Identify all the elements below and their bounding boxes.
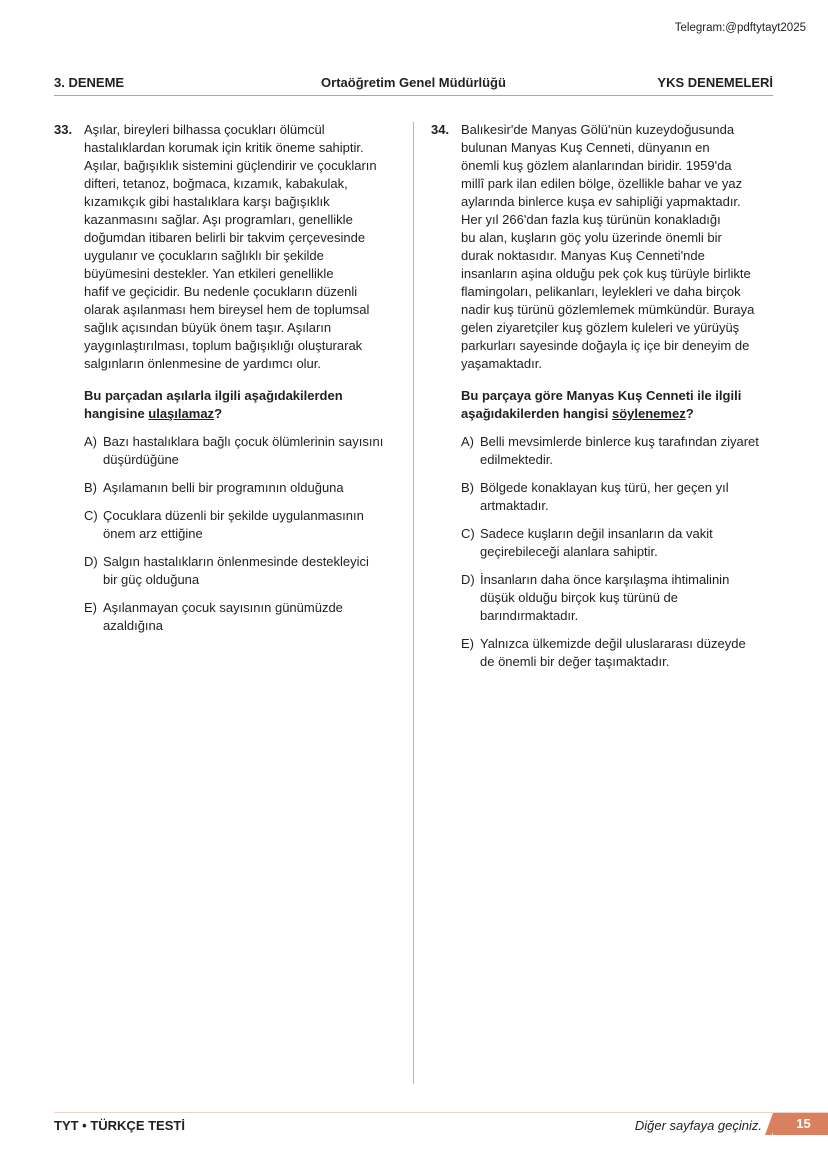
option-text: artmaktadır.: [480, 498, 549, 513]
option-b[interactable]: [84, 479, 404, 497]
option-text: Bölgede konaklayan kuş türü, her geçen yıl: [480, 480, 729, 495]
option-a[interactable]: [84, 433, 404, 469]
page-header: [54, 75, 773, 96]
passage-line: olarak aşılanması hem bireysel hem de toplumsal: [84, 302, 370, 317]
passage-line: Aşılar, bağışıklık sistemini güçlendirir ve çocukların: [84, 158, 377, 173]
stem-text: hangisine: [84, 406, 149, 421]
option-d[interactable]: [461, 571, 781, 625]
option-text: Aşılanmayan çocuk sayısının günümüzde: [103, 600, 343, 615]
passage-line: bulunan Manyas Kuş Cenneti, dünyanın en: [461, 140, 710, 155]
passage-line: kazanmasını sağlar. Aşı programları, genellikle: [84, 212, 353, 227]
question-body: [461, 121, 781, 671]
page-number: 15: [773, 1113, 828, 1135]
exam-number: 3. DENEME: [54, 75, 125, 90]
option-c[interactable]: [461, 525, 781, 561]
passage-line: yaygınlaştırılması, toplum bağışıklığı oluşturarak: [84, 338, 363, 353]
question-number: 33.: [54, 122, 73, 137]
passage: [461, 121, 781, 373]
option-d[interactable]: [84, 553, 404, 589]
answer-options: [461, 433, 781, 671]
test-name: TYT • TÜRKÇE TESTİ: [54, 1118, 185, 1133]
option-letter: E): [461, 636, 474, 651]
passage-line: büyümesini destekler. Yan etkileri genellikle: [84, 266, 334, 281]
question-body: [84, 121, 404, 635]
option-letter: A): [461, 434, 474, 449]
stem-line: [84, 405, 404, 423]
stem-line: Bu parçadan aşılarla ilgili aşağıdakilerden: [84, 388, 343, 403]
option-text: Bazı hastalıklara bağlı çocuk ölümlerinin sayısını: [103, 434, 384, 449]
option-text: Sadece kuşların değil insanların da vakit: [480, 526, 713, 541]
option-letter: B): [84, 480, 97, 495]
passage-line: Balıkesir'de Manyas Gölü'nün kuzeydoğusunda: [461, 122, 735, 137]
passage-line: flamingoları, pelikanları, leylekleri ve daha birçok: [461, 284, 741, 299]
option-letter: B): [461, 480, 474, 495]
question-number: 34.: [431, 122, 450, 137]
option-e[interactable]: [461, 635, 781, 671]
option-text: Aşılamanın belli bir programının olduğuna: [103, 480, 344, 495]
question-stem: [84, 387, 404, 423]
page-footer: [54, 1112, 828, 1143]
passage-line: kızamıkçık gibi hastalıklara karşı bağışıklık: [84, 194, 330, 209]
option-text: önem arz ettiğine: [103, 526, 203, 541]
option-letter: A): [84, 434, 97, 449]
option-text: Çocuklara düzenli bir şekilde uygulanmasının: [103, 508, 364, 523]
passage-line: Aşılar, bireyleri bilhassa çocukları ölümcül: [84, 122, 325, 137]
passage-line: önemli kuş gözlem alanlarından biridir. 1959'da: [461, 158, 732, 173]
series-name: YKS DENEMELERİ: [657, 75, 773, 90]
passage-line: salgınların önlenmesine de yardımcı olur.: [84, 356, 322, 371]
stem-line: [461, 405, 781, 423]
option-letter: E): [84, 600, 97, 615]
option-c[interactable]: [84, 507, 404, 543]
stem-mark: ?: [685, 406, 694, 421]
passage-line: doğumdan itibaren belirli bir takvim çerçevesinde: [84, 230, 366, 245]
option-text: Salgın hastalıkların önlenmesinde destekleyici: [103, 554, 369, 569]
option-text: Yalnızca ülkemizde değil uluslararası düzeyde: [480, 636, 746, 651]
next-page-note: Diğer sayfaya geçiniz.: [634, 1118, 762, 1133]
passage-line: difteri, tetanoz, boğmaca, kızamık, kabakulak,: [84, 176, 348, 191]
option-b[interactable]: [461, 479, 781, 515]
option-text: düşürdüğüne: [103, 452, 179, 467]
institution-name: Ortaöğretim Genel Müdürlüğü: [321, 75, 506, 90]
passage-line: parkurları sayesinde doğayla iç içe bir deneyim de: [461, 338, 750, 353]
passage-line: sağlık açısından büyük önem taşır. Aşıların: [84, 320, 332, 335]
question-34: [431, 121, 781, 681]
passage: [84, 121, 404, 373]
answer-options: [84, 433, 404, 635]
option-text: de önemli bir değer taşımaktadır.: [480, 654, 670, 669]
passage-line: bu alan, kuşların göç yolu üzerinde önemli bir: [461, 230, 722, 245]
option-letter: D): [84, 554, 98, 569]
passage-line: millî park ilan edilen bölge, özellikle bahar ve yaz: [461, 176, 743, 191]
passage-line: aylarında binlerce kuşa ev sahipliği yapmaktadır.: [461, 194, 741, 209]
telegram-watermark: Telegram:@pdftytayt2025: [674, 22, 806, 34]
passage-line: uygulanır ve çocukların sağlıklı bir şekilde: [84, 248, 324, 263]
option-text: Belli mevsimlerde binlerce kuş tarafından ziyaret: [480, 434, 759, 449]
passage-line: nadir kuş türünü gözlemlemek mümkündür. Buraya: [461, 302, 755, 317]
option-text: İnsanların daha önce karşılaşma ihtimalinin: [480, 572, 730, 587]
stem-text: aşağıdakilerden hangisi: [461, 406, 612, 421]
option-letter: C): [84, 508, 98, 523]
option-e[interactable]: [84, 599, 404, 635]
option-letter: C): [461, 526, 475, 541]
question-stem: [461, 387, 781, 423]
stem-emphasis: ulaşılamaz: [148, 406, 215, 421]
passage-line: hastalıklardan korumak için kritik öneme sahiptir.: [84, 140, 364, 155]
passage-line: insanların aşina olduğu pek çok kuş türüyle birlikte: [461, 266, 751, 281]
passage-line: durak noktasıdır. Manyas Kuş Cenneti'nde: [461, 248, 705, 263]
option-letter: D): [461, 572, 475, 587]
option-text: bir güç olduğuna: [103, 572, 200, 587]
passage-line: gelen ziyaretçiler kuş gözlem kuleleri ve yürüyüş: [461, 320, 740, 335]
option-text: düşük olduğu birçok kuş türünü de: [480, 590, 679, 605]
stem-line: Bu parçaya göre Manyas Kuş Cenneti ile ilgili: [461, 388, 742, 403]
option-text: azaldığına: [103, 618, 163, 633]
passage-line: yaşamaktadır.: [461, 356, 542, 371]
option-text: geçirebileceği alanlara sahiptir.: [480, 544, 658, 559]
question-33: [54, 121, 404, 645]
passage-line: hafif ve geçicidir. Bu nedenle çocukların düzenli: [84, 284, 358, 299]
option-a[interactable]: [461, 433, 781, 469]
stem-emphasis: söylenemez: [612, 406, 686, 421]
column-divider: [413, 122, 414, 1084]
stem-mark: ?: [214, 406, 223, 421]
option-text: edilmektedir.: [480, 452, 553, 467]
passage-line: Her yıl 266'dan fazla kuş türünün konakladığı: [461, 212, 721, 227]
option-text: barındırmaktadır.: [480, 608, 579, 623]
